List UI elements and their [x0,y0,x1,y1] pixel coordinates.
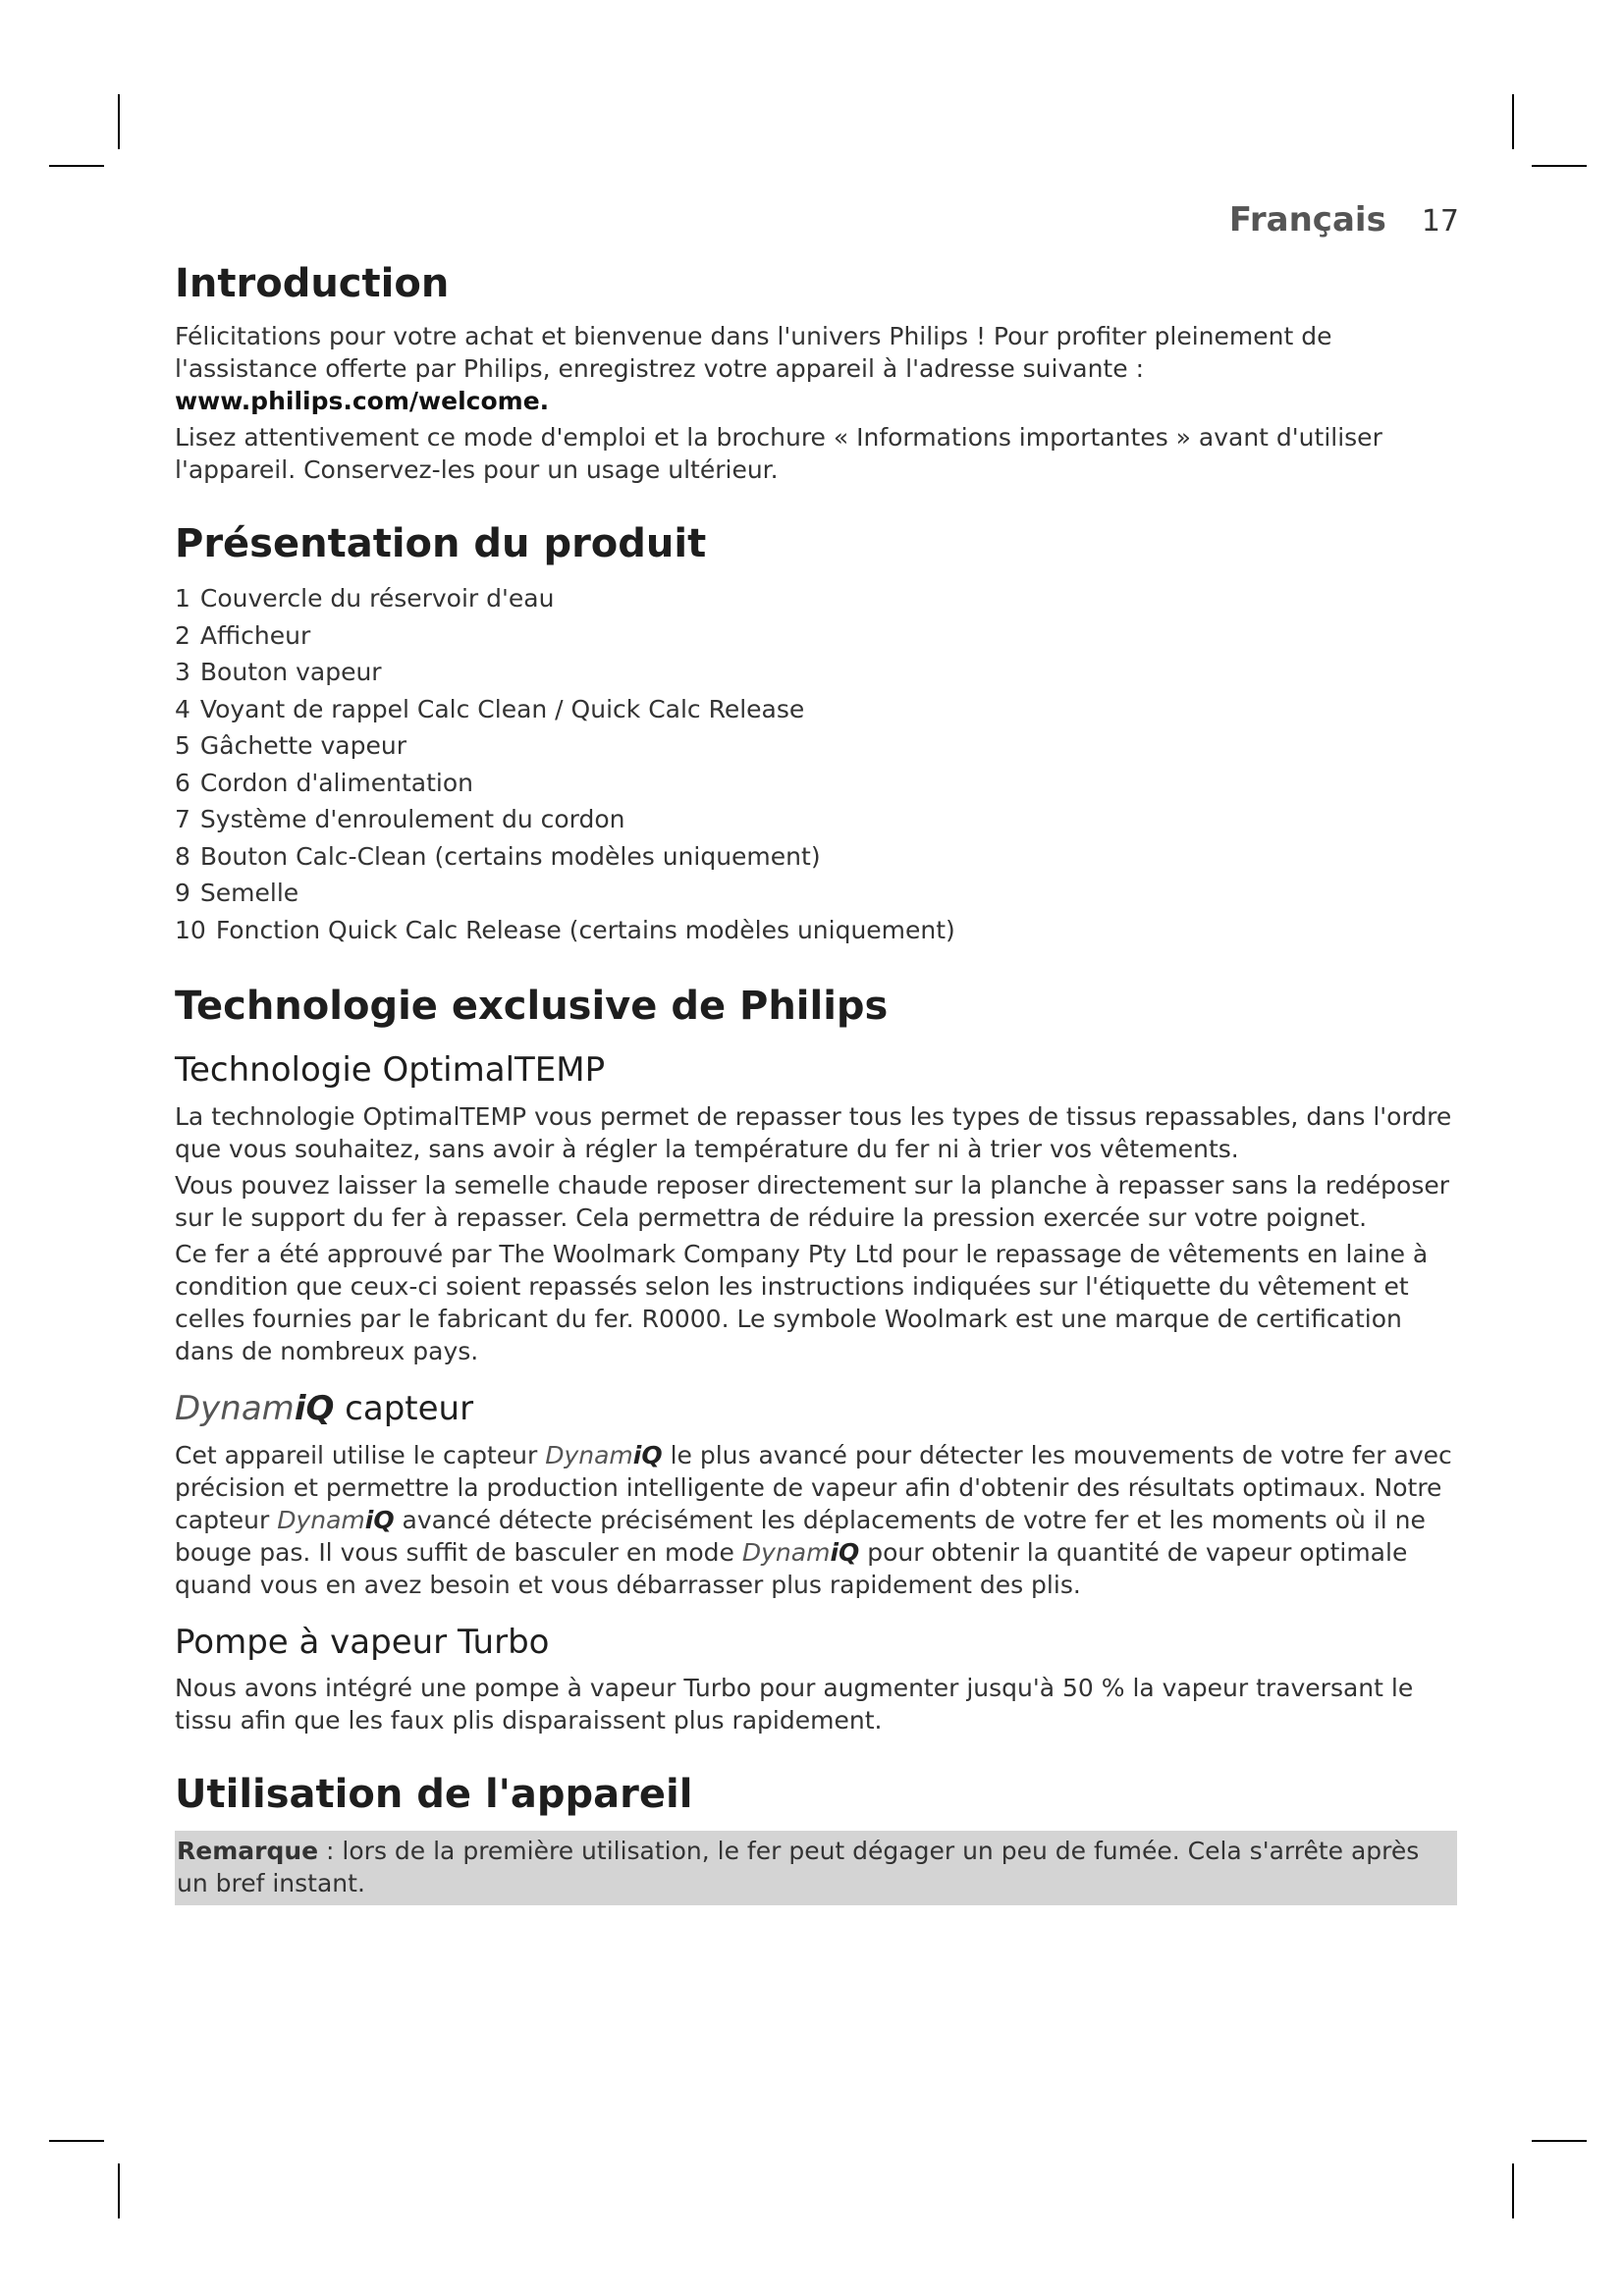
item-number: 8 [175,841,190,871]
dynamiq-subsection [175,1389,1457,1601]
language-label: Français [1228,200,1386,240]
dynamiq-logo [277,1506,394,1534]
item-label: Cordon d'alimentation [199,768,473,797]
list-item [175,691,1457,728]
crop-mark [1532,2140,1587,2142]
optimaltemp-paragraph-2: Vous pouvez laisser la semelle chaude reposer directement sur la planche à repasser sans la redéposer sur le support du fer à repasser. Cela permettra de réduire la pression exercée sur votre poignet. [175,1170,1450,1232]
item-number: 9 [175,879,190,907]
dynamiq-text: pour obtenir la quantité de vapeur optimale quand vous en avez besoin et vous débarrasser plus rapidement des plis. [175,1537,1408,1599]
list-item [175,765,1457,802]
dynamiq-title [175,1389,1457,1429]
optimaltemp-paragraph-3: Ce fer a été approuvé par The Woolmark Company Pty Ltd pour le repassage de vêtements en laine à condition que ceux-ci soient repassés selon les instructions indiquées sur l'étiquette du vêtement et celles fournies par le fabricant du fer. R0000. Le symbole Woolmark est une marque de certification dans de nombreux pays. [175,1239,1429,1365]
list-item [175,580,1457,617]
dynamiq-text: Cet appareil utilise le capteur [175,1440,546,1469]
note-paragraph [177,1835,1455,1899]
item-number: 4 [175,694,190,723]
brand-prefix: Dynam [545,1440,633,1469]
brand-suffix: iQ [830,1537,860,1567]
note-box [175,1831,1457,1905]
item-label: Gâchette vapeur [199,731,406,760]
crop-mark [1532,165,1587,167]
list-item [175,838,1457,876]
item-label: Fonction Quick Calc Release (certains modèles uniquement) [215,915,955,944]
crop-mark [49,2140,104,2142]
introduction-section [175,261,1457,486]
item-number: 3 [175,658,190,686]
technology-title: Technologie exclusive de Philips [175,984,889,1029]
list-item [175,912,1457,949]
item-number: 5 [175,731,190,760]
crop-mark [49,165,104,167]
turbo-subsection [175,1623,1457,1737]
optimaltemp-subsection [175,1050,1457,1367]
product-presentation-section [175,521,1457,948]
item-label: Semelle [199,879,299,907]
dynamiq-paragraph [175,1439,1457,1601]
optimaltemp-paragraph-1: La technologie OptimalTEMP vous permet de repasser tous les types de tissus repassables, dans l'ordre que vous souhaitez, sans avoir à régler la température du fer ni à trier vos vêtements. [175,1101,1452,1163]
page-content [175,261,1457,1905]
crop-mark [118,94,120,149]
brand-prefix: Dynam [277,1505,365,1534]
dynamiq-text: avancé détecte précisément les déplacements de votre fer et les moments où il ne bouge pas. Il vous suffit de basculer en mode [175,1505,1426,1567]
item-label: Voyant de rappel Calc Clean / Quick Calc Release [199,694,805,723]
usage-section [175,1772,1457,1905]
item-number: 7 [175,805,190,833]
dynamiq-text: le plus avancé pour détecter les mouvements de votre fer avec précision et permettre la production intelligente de vapeur afin d'obtenir des résultats optimaux. Notre capteur [175,1440,1452,1534]
usage-title: Utilisation de l'appareil [175,1772,693,1818]
dynamiq-logo [175,1389,334,1428]
introduction-paragraph-2: Lisez attentivement ce mode d'emploi et la brochure « Informations importantes » avant d'utiliser l'appareil. Conservez-les pour un usage ultérieur. [175,423,1382,484]
optimaltemp-title: Technologie OptimalTEMP [175,1050,606,1090]
list-item [175,617,1457,655]
crop-mark [1512,94,1514,149]
item-number: 10 [175,915,206,944]
page-header [1229,200,1459,240]
note-label: Remarque [177,1837,319,1866]
item-label: Bouton Calc-Clean (certains modèles uniquement) [199,841,821,871]
list-item [175,654,1457,691]
list-item [175,875,1457,912]
brand-suffix: iQ [294,1388,335,1428]
introduction-paragraph [175,320,1457,417]
presentation-title: Présentation du produit [175,521,707,566]
technology-section [175,984,1457,1736]
page-number: 17 [1421,204,1459,239]
brand-prefix: Dynam [175,1388,295,1428]
item-number: 6 [175,768,190,797]
item-number: 2 [175,620,190,650]
crop-mark [118,2163,120,2218]
brand-prefix: Dynam [741,1537,831,1567]
item-label: Couvercle du réservoir d'eau [199,584,555,613]
parts-list [175,580,1457,948]
dynamiq-logo [545,1441,662,1469]
dynamiq-logo [742,1538,859,1567]
brand-suffix: iQ [364,1505,395,1534]
brand-suffix: iQ [632,1440,663,1469]
introduction-text: Félicitations pour votre achat et bienvenue dans l'univers Philips ! Pour profiter pleinement de l'assistance offerte par Philips, enregistrez votre appareil à l'adresse suivante : [175,322,1332,383]
item-label: Bouton vapeur [199,658,382,686]
turbo-title: Pompe à vapeur Turbo [175,1622,550,1662]
item-label: Système d'enroulement du cordon [199,805,625,833]
list-item [175,727,1457,765]
list-item [175,801,1457,838]
note-text: : lors de la première utilisation, le fer peut dégager un peu de fumée. Cela s'arrête après un bref instant. [177,1837,1420,1898]
philips-welcome-link[interactable]: www.philips.com/welcome. [175,387,550,415]
dynamiq-title-text: capteur [334,1388,474,1428]
item-number: 1 [175,584,190,613]
turbo-paragraph: Nous avons intégré une pompe à vapeur Turbo pour augmenter jusqu'à 50 % la vapeur traversant le tissu afin que les faux plis disparaissent plus rapidement. [175,1674,1414,1735]
introduction-title: Introduction [175,261,450,306]
item-label: Afficheur [199,620,311,650]
crop-mark [1512,2163,1514,2218]
